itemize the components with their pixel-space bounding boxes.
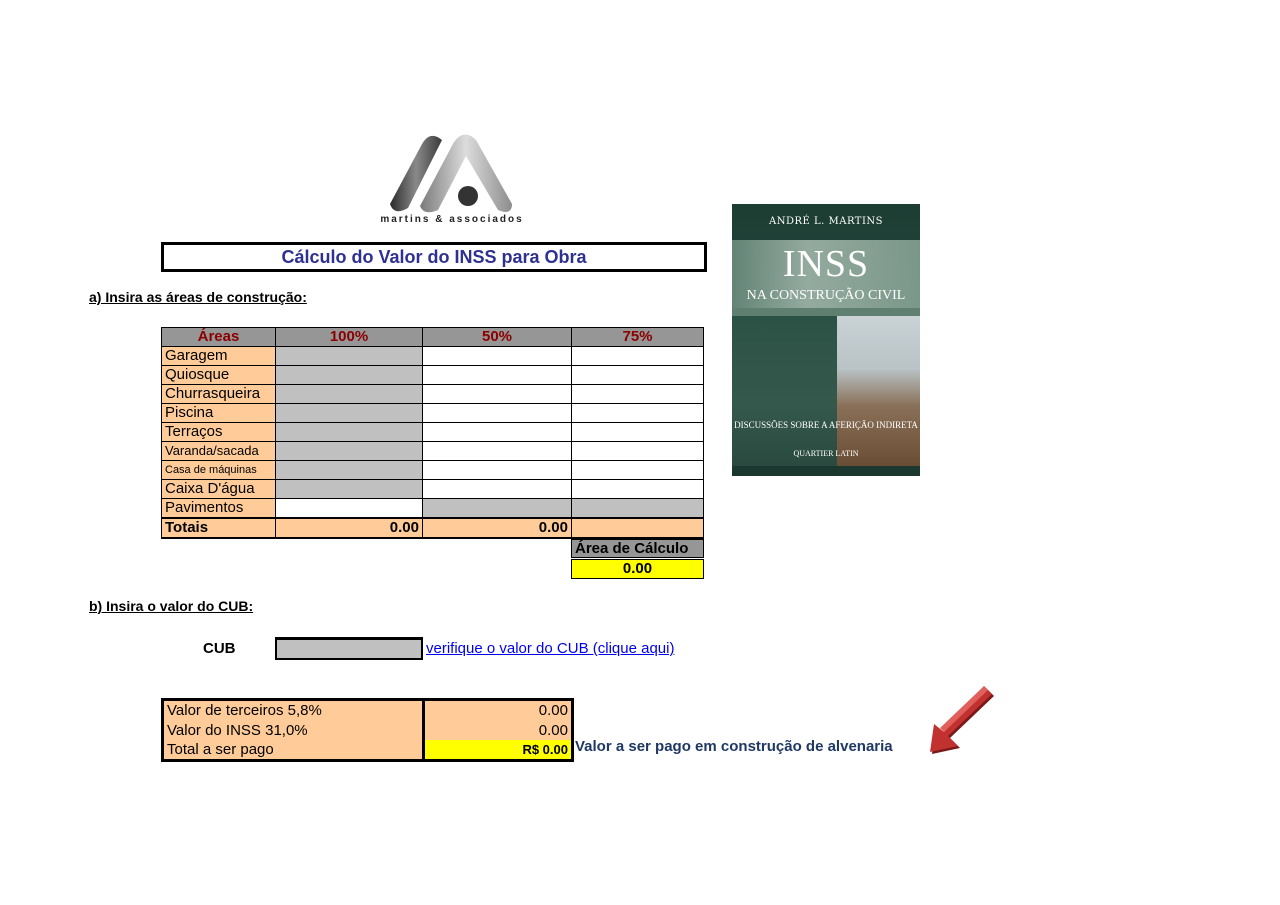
book-photo-left <box>732 316 837 466</box>
logo-text: martins & associados <box>380 214 524 225</box>
terracos-100-input[interactable] <box>276 423 423 442</box>
terceiros-label: Valor de terceiros 5,8% <box>163 700 424 721</box>
quiosque-100-input[interactable] <box>276 366 423 385</box>
book-author: ANDRÉ L. MARTINS <box>768 216 884 227</box>
table-row <box>162 404 704 423</box>
row-label-caixa-dagua: Caixa D'água <box>162 480 276 499</box>
terceiros-value: 0.00 <box>424 700 573 721</box>
header-100: 100% <box>276 328 423 347</box>
garagem-75-input[interactable] <box>572 347 704 366</box>
garagem-100-input[interactable] <box>276 347 423 366</box>
book-tagline: DISCUSSÕES SOBRE A AFERIÇÃO INDIRETA <box>734 420 918 430</box>
table-row <box>162 480 704 499</box>
total-75 <box>572 518 704 538</box>
row-label-pavimentos: Pavimentos <box>162 499 276 519</box>
book-photo <box>837 316 920 466</box>
varanda-100-input[interactable] <box>276 442 423 461</box>
table-row <box>162 366 704 385</box>
inss-label: Valor do INSS 31,0% <box>163 720 424 740</box>
total-note: Valor a ser pago em construção de alvenaria <box>575 738 893 755</box>
table-row <box>162 461 704 480</box>
book-cover-image <box>732 204 920 476</box>
table-row <box>162 423 704 442</box>
company-logo <box>372 126 532 230</box>
table-row <box>162 499 704 519</box>
table-header-row <box>162 328 704 347</box>
header-50: 50% <box>423 328 572 347</box>
pavimentos-100-input[interactable] <box>276 499 423 519</box>
varanda-50-input[interactable] <box>423 442 572 461</box>
row-label-terracos: Terraços <box>162 423 276 442</box>
result-row <box>163 700 573 721</box>
header-areas: Áreas <box>162 328 276 347</box>
section-a-heading: a) Insira as áreas de construção: <box>89 289 307 305</box>
casa-maquinas-50-input[interactable] <box>423 461 572 480</box>
results-table <box>161 698 574 762</box>
inss-value: 0.00 <box>424 720 573 740</box>
table-row <box>162 347 704 366</box>
caixa-dagua-100-input[interactable] <box>276 480 423 499</box>
garagem-50-input[interactable] <box>423 347 572 366</box>
book-subtitle: NA CONSTRUÇÃO CIVIL <box>746 288 906 303</box>
row-label-quiosque: Quiosque <box>162 366 276 385</box>
quiosque-50-input[interactable] <box>423 366 572 385</box>
calc-area-value: 0.00 <box>571 559 704 579</box>
totals-row <box>162 518 704 538</box>
cub-link[interactable]: verifique o valor do CUB (clique aqui) <box>426 640 675 657</box>
churrasqueira-100-input[interactable] <box>276 385 423 404</box>
piscina-100-input[interactable] <box>276 404 423 423</box>
row-label-churrasqueira: Churrasqueira <box>162 385 276 404</box>
varanda-75-input[interactable] <box>572 442 704 461</box>
cub-input[interactable] <box>275 637 423 660</box>
result-row <box>163 720 573 740</box>
table-row <box>162 385 704 404</box>
row-label-piscina: Piscina <box>162 404 276 423</box>
areas-table <box>161 327 704 539</box>
piscina-50-input[interactable] <box>423 404 572 423</box>
book-publisher: QUARTIER LATIN <box>793 449 859 458</box>
section-b-heading: b) Insira o valor do CUB: <box>89 598 254 614</box>
book-band-2 <box>732 308 920 316</box>
cub-label: CUB <box>203 640 236 657</box>
book-title: INSS <box>782 243 870 285</box>
terracos-75-input[interactable] <box>572 423 704 442</box>
page-title: Cálculo do Valor do INSS para Obra <box>161 242 707 272</box>
terracos-50-input[interactable] <box>423 423 572 442</box>
pavimentos-75-input[interactable] <box>572 499 704 519</box>
row-label-varanda: Varanda/sacada <box>162 442 276 461</box>
total-50: 0.00 <box>423 518 572 538</box>
calc-area-label: Área de Cálculo <box>571 539 704 558</box>
churrasqueira-50-input[interactable] <box>423 385 572 404</box>
total-100: 0.00 <box>276 518 423 538</box>
total-label: Total a ser pago <box>163 740 424 761</box>
churrasqueira-75-input[interactable] <box>572 385 704 404</box>
result-row <box>163 740 573 761</box>
casa-maquinas-75-input[interactable] <box>572 461 704 480</box>
totals-label: Totais <box>162 518 276 538</box>
table-row <box>162 442 704 461</box>
row-label-garagem: Garagem <box>162 347 276 366</box>
logo-mark-icon <box>372 126 532 216</box>
quiosque-75-input[interactable] <box>572 366 704 385</box>
caixa-dagua-75-input[interactable] <box>572 480 704 499</box>
total-value: R$ 0.00 <box>424 740 573 761</box>
red-arrow-icon <box>926 684 994 756</box>
casa-maquinas-100-input[interactable] <box>276 461 423 480</box>
caixa-dagua-50-input[interactable] <box>423 480 572 499</box>
header-75: 75% <box>572 328 704 347</box>
piscina-75-input[interactable] <box>572 404 704 423</box>
pavimentos-50-input[interactable] <box>423 499 572 519</box>
row-label-casa-maquinas: Casa de máquinas <box>162 461 276 480</box>
